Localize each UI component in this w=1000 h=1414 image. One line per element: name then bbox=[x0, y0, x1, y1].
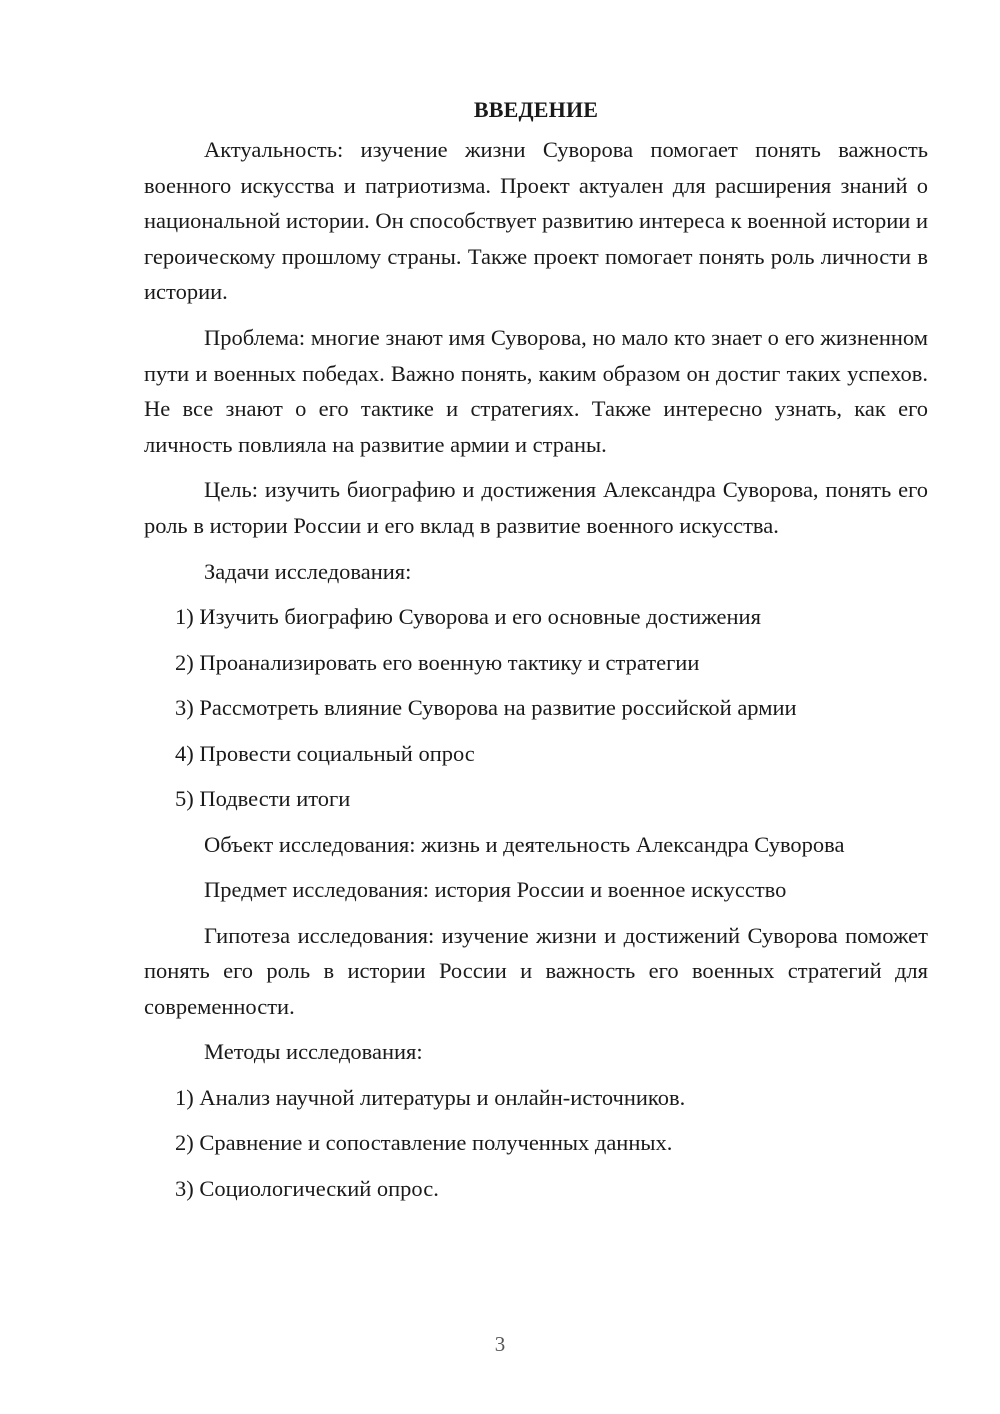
method-item: 1) Анализ научной литературы и онлайн-источников. bbox=[175, 1084, 686, 1110]
tasks-heading: Задачи исследования: bbox=[204, 558, 412, 584]
method-item: 3) Социологический опрос. bbox=[175, 1175, 439, 1201]
task-item: 3) Рассмотреть влияние Суворова на развитие российской армии bbox=[175, 695, 797, 721]
object-paragraph: Объект исследования: жизнь и деятельность Александра Суворова bbox=[204, 831, 845, 857]
task-item: 1) Изучить биографию Суворова и его основные достижения bbox=[175, 604, 761, 630]
problem-paragraph: Проблема: многие знают имя Суворова, но мало кто знает о его жизненном пути и военных победах. Важно понять, каким образом он достиг таких успехов. Не все знают о его тактике и стратегиях. Также интересно узнать, как его личность повлияла на развитие армии и страны. bbox=[144, 324, 928, 457]
tasks-list bbox=[144, 599, 928, 817]
methods-list bbox=[144, 1080, 928, 1207]
goal-paragraph: Цель: изучить биографию и достижения Александра Суворова, понять его роль в истории России и его вклад в развитие военного искусства. bbox=[144, 477, 928, 538]
subject-paragraph: Предмет исследования: история России и военное искусство bbox=[204, 877, 787, 903]
methods-heading: Методы исследования: bbox=[204, 1039, 423, 1065]
method-item: 2) Сравнение и сопоставление полученных данных. bbox=[175, 1130, 673, 1156]
page-number: 3 bbox=[494, 1332, 506, 1356]
relevance-paragraph: Актуальность: изучение жизни Суворова помогает понять важность военного искусства и патриотизма. Проект актуален для расширения знаний о национальной истории. Он способствует развитию интереса к военной истории и героическому прошлому страны. Также проект помогает понять роль личности в истории. bbox=[144, 137, 928, 305]
task-item: 4) Провести социальный опрос bbox=[175, 740, 475, 766]
task-item: 2) Проанализировать его военную тактику и стратегии bbox=[175, 649, 700, 675]
document-page bbox=[144, 92, 928, 1216]
task-item: 5) Подвести итоги bbox=[175, 786, 351, 812]
page-title: ВВЕДЕНИЕ bbox=[473, 97, 599, 122]
hypothesis-paragraph: Гипотеза исследования: изучение жизни и достижений Суворова поможет понять его роль в истории России и важность его военных стратегий для современности. bbox=[144, 922, 928, 1019]
